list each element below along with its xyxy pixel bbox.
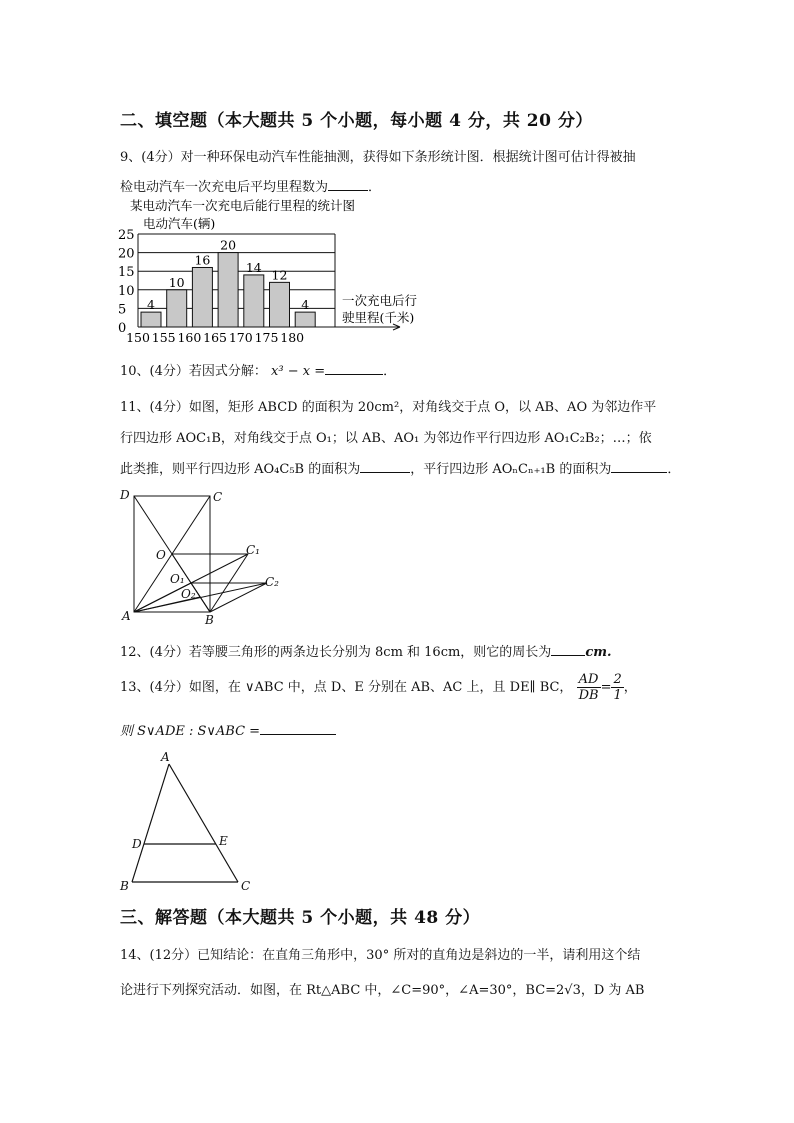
label-c1: C₁ xyxy=(246,543,260,557)
question-13-text: 13、(4分）如图，在 ∨ABC 中，点 D、E 分别在 AB、AC 上，且 DE∥ BC， xyxy=(120,680,573,695)
section-2-heading: 二、填空题（本大题共 5 个小题，每小题 4 分，共 20 分） xyxy=(120,111,593,131)
fraction-denominator-db: DB xyxy=(578,688,599,703)
question-12-unit: cm. xyxy=(585,645,612,660)
question-14-line-1: 14、(12分）已知结论：在直角三角形中，30° 所对的直角边是斜边的一半，请利用这个结 xyxy=(120,948,641,963)
chart-title: 某电动汽车一次充电后能行里程的统计图 xyxy=(130,198,356,213)
ratio-two-one xyxy=(611,672,623,703)
chart-y-axis-label: 电动汽车(辆) xyxy=(143,216,216,231)
chart-x-axis-label-line-2: 驶里程(千米) xyxy=(342,310,415,325)
y-tick-label: 0 xyxy=(118,321,127,336)
question-11-end: ． xyxy=(667,462,681,477)
segment-c2b xyxy=(210,583,267,612)
chart-x-axis-label-line-1: 一次充电后行 xyxy=(342,293,418,308)
label-c: C xyxy=(241,879,251,893)
side-ac xyxy=(169,764,238,882)
x-tick-label: 180 xyxy=(280,330,305,345)
question-9-line-2 xyxy=(120,176,381,195)
y-tick-label: 5 xyxy=(118,302,127,318)
bar-value-label: 16 xyxy=(194,252,211,268)
label-e: E xyxy=(219,834,228,848)
bar-value-label: 10 xyxy=(168,274,185,290)
x-tick-label: 175 xyxy=(254,330,279,345)
bar xyxy=(295,312,315,327)
section-3-heading: 三、解答题（本大题共 5 个小题，共 48 分） xyxy=(120,908,481,928)
label-o1: O₁ xyxy=(170,572,185,586)
bar xyxy=(192,267,212,327)
question-13-line-1 xyxy=(120,668,637,708)
label-a: A xyxy=(122,609,131,623)
question-10-text: 10、(4分）若因式分解： xyxy=(120,364,267,379)
question-11-text-b: ，平行四边形 AOₙCₙ₊₁B 的面积为 xyxy=(410,462,612,477)
answer-blank-13 xyxy=(260,722,336,735)
equals-sign: = xyxy=(600,680,612,695)
question-14-line-2: 论进行下列探究活动．如图，在 Rt△ABC 中，∠C=90°，∠A=30°，BC=2√3，D 为 AB xyxy=(120,983,645,998)
y-tick-label: 10 xyxy=(118,283,135,299)
bar xyxy=(167,290,187,327)
bar xyxy=(244,275,264,327)
fraction-numerator-ad: AD xyxy=(577,672,601,688)
x-tick-label: 150 xyxy=(126,330,150,345)
question-10-expression: x³ − x = xyxy=(271,364,326,379)
question-10-end: ． xyxy=(383,364,397,379)
label-d: D xyxy=(132,837,142,851)
answer-blank-11a xyxy=(360,460,410,473)
question-11-line-3 xyxy=(120,458,680,477)
answer-blank-11b xyxy=(611,460,667,473)
answer-blank-12 xyxy=(551,643,585,656)
rectangle-parallelogram-figure xyxy=(110,486,290,626)
question-9-line-1: 9、(4分）对一种环保电动汽车性能抽测，获得如下条形统计图．根据统计图可估计得被抽 xyxy=(120,150,636,165)
question-12 xyxy=(120,641,612,660)
bar-value-label: 4 xyxy=(147,297,155,313)
label-o: O xyxy=(156,548,166,562)
ratio-ad-db xyxy=(577,672,601,703)
question-11-text-a: 此类推，则平行四边形 AO₄C₅B 的面积为 xyxy=(120,462,361,477)
label-o2: O₂ xyxy=(181,587,196,601)
fraction-numerator-2: 2 xyxy=(613,672,622,687)
question-10 xyxy=(120,360,396,379)
answer-blank-9 xyxy=(328,178,368,191)
bar xyxy=(218,253,238,327)
label-a: A xyxy=(161,750,170,764)
bar-value-label: 4 xyxy=(301,297,310,313)
bar-value-label: 20 xyxy=(220,237,237,253)
x-tick-label: 165 xyxy=(203,330,228,345)
x-tick-label: 170 xyxy=(228,330,253,345)
y-tick-label: 25 xyxy=(118,228,135,243)
question-9-text: 检电动汽车一次充电后平均里程数为 xyxy=(120,180,329,195)
question-13-area-ratio: 则 S∨ADE : S∨ABC = xyxy=(120,724,261,739)
question-12-text: 12、(4分）若等腰三角形的两条边长分别为 8cm 和 16cm，则它的周长为 xyxy=(120,645,552,660)
x-tick-label: 160 xyxy=(177,330,202,345)
label-c: C xyxy=(213,490,223,504)
mileage-bar-chart xyxy=(110,196,460,346)
question-9-end: ． xyxy=(368,180,382,195)
answer-blank-10 xyxy=(325,362,383,375)
triangle-abc-figure xyxy=(112,748,262,893)
question-11-line-1: 11、(4分）如图，矩形 ABCD 的面积为 20cm²，对角线交于点 O，以 AB、AO 为邻边作平 xyxy=(120,400,657,415)
label-b: B xyxy=(120,879,129,893)
label-d: D xyxy=(120,488,130,502)
x-tick-label: 155 xyxy=(151,330,176,345)
question-13-comma: ， xyxy=(623,680,637,695)
bar xyxy=(141,312,161,327)
label-c2: C₂ xyxy=(265,575,279,589)
y-tick-label: 15 xyxy=(118,265,135,281)
fraction-denominator-1: 1 xyxy=(613,688,622,703)
y-tick-label: 20 xyxy=(118,246,135,262)
bar-value-label: 14 xyxy=(245,259,262,275)
bar xyxy=(270,282,290,327)
label-b: B xyxy=(205,613,214,626)
bar-value-label: 12 xyxy=(271,267,288,283)
question-11-line-2: 行四边形 AOC₁B，对角线交于点 O₁；以 AB、AO₁ 为邻边作平行四边形 AO₁C₂B₂；…；依 xyxy=(120,431,652,446)
side-ab xyxy=(132,764,169,882)
question-13-line-2 xyxy=(120,720,336,739)
